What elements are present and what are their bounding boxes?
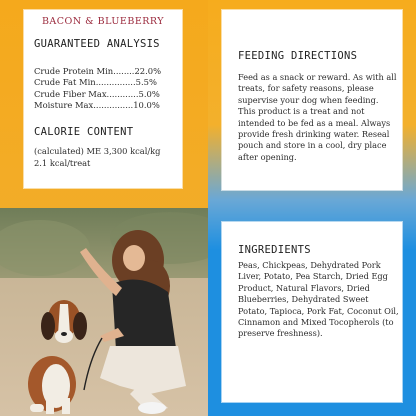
guaranteed-analysis-heading: GUARANTEED ANALYSIS	[34, 38, 160, 50]
calorie-content-heading: CALORIE CONTENT	[34, 126, 134, 138]
feeding-directions-text: Feed as a snack or reward. As with all treats, for safety reasons, please supervise your dog when feeding. This product is a treat and not intended to be fed as a meal. Always provide fresh drinking water. Reseal pouch and store in a cool, dry place after opening.	[238, 72, 397, 162]
analysis-table	[34, 66, 176, 112]
woman-with-beagle-illustration	[0, 208, 208, 416]
analysis-row-fat: Crude Fat Min...............5.5%	[34, 77, 157, 88]
feeding-directions-card	[222, 10, 402, 190]
guaranteed-analysis-card	[24, 10, 182, 188]
dog-photo	[0, 208, 208, 416]
ingredients-heading: INGREDIENTS	[238, 244, 311, 256]
calorie-line-kg: (calculated) ME 3,300 kcal/kg	[34, 146, 161, 156]
ingredients-card	[222, 222, 402, 402]
analysis-row-fiber: Crude Fiber Max............5.0%	[34, 88, 160, 99]
calorie-line-treat: 2.1 kcal/treat	[34, 157, 91, 168]
calorie-content-text	[34, 146, 180, 169]
analysis-row-moisture: Moisture Max...............10.0%	[34, 100, 160, 111]
flavor-title: BACON & BLUEBERRY	[41, 16, 165, 27]
feeding-directions-heading: FEEDING DIRECTIONS	[238, 50, 358, 62]
analysis-row-protein: Crude Protein Min........22.0%	[34, 66, 162, 76]
ingredients-text: Peas, Chickpeas, Dehydrated Pork Liver, Potato, Pea Starch, Dried Egg Product, Natural Flavors, Dried Blueberries, Dehydrated Sweet Potato, Tapioca, Pork Fat, Coconut Oil, Cinnamon and Mixed Tocopherols (to preserve freshness).	[238, 260, 399, 339]
